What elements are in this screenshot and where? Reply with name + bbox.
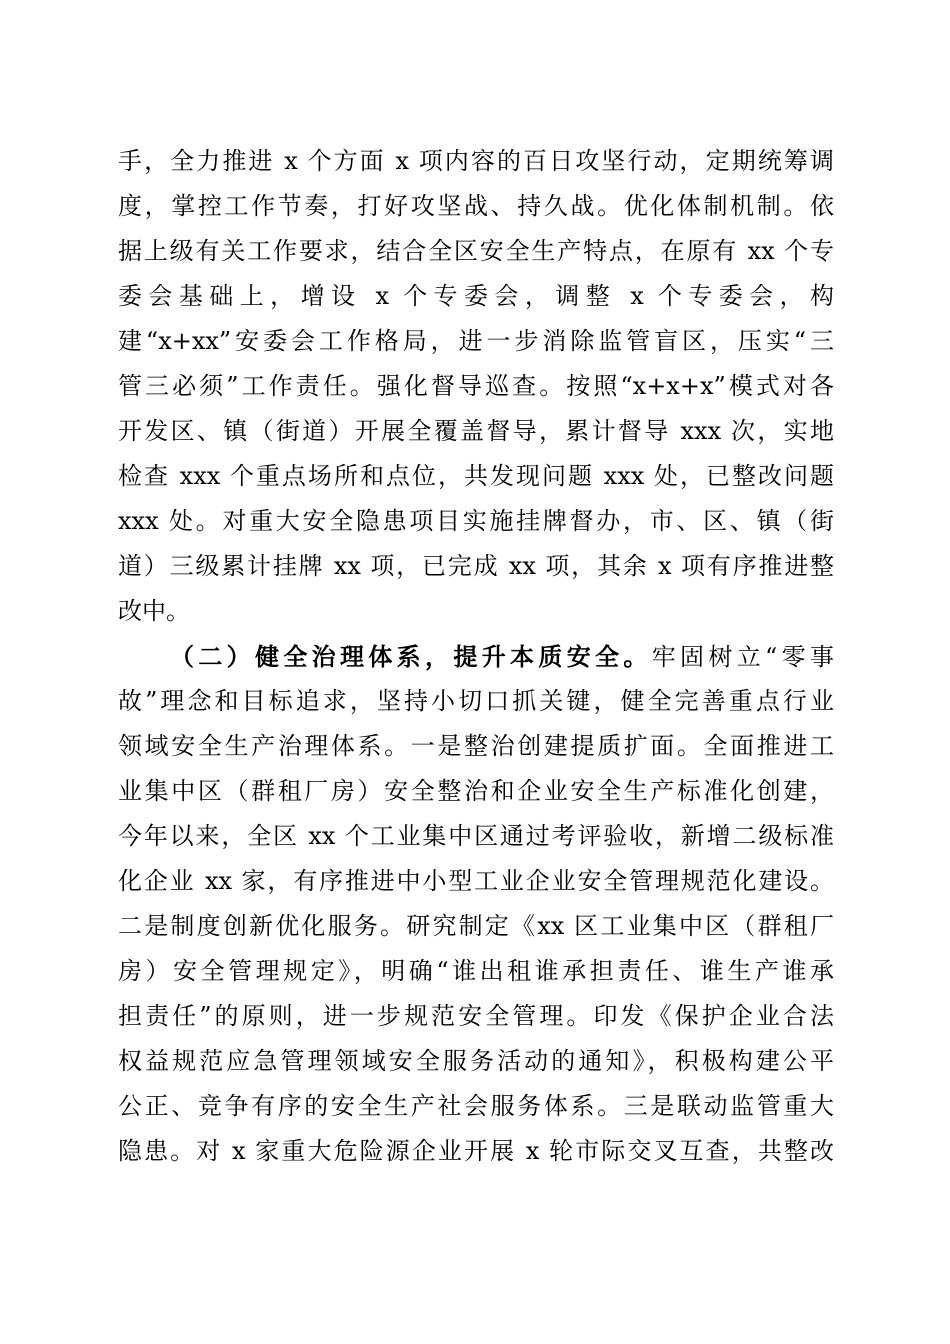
text-line: 业集中区（群租厂房）安全整治和企业安全生产标准化创建，	[118, 777, 834, 805]
text-span: 牢固树立“零事	[651, 643, 835, 671]
section-heading: （二）健全治理体系，提升本质安全。	[170, 642, 652, 671]
text-line: 房）安全管理规定》，明确“谁出租谁承担责任、谁生产谁承	[118, 957, 834, 985]
section-heading-line	[118, 634, 834, 679]
text-line: 今年以来，全区 xx 个工业集中区通过考评验收，新增二级标准	[118, 822, 834, 850]
text-line: 故”理念和目标追求，坚持小切口抓关键，健全完善重点行业	[118, 687, 834, 715]
text-line: 二是制度创新优化服务。研究制定《xx 区工业集中区（群租厂	[118, 912, 834, 940]
text-line: 公正、竞争有序的安全生产社会服务体系。三是联动监管重大	[118, 1092, 834, 1120]
text-line: 开发区、镇（街道）开展全覆盖督导，累计督导 xxx 次，实地	[118, 417, 834, 445]
text-line: 手，全力推进 x 个方面 x 项内容的百日攻坚行动，定期统筹调	[118, 147, 834, 175]
text-line: xxx 处。对重大安全隐患项目实施挂牌督办，市、区、镇（街	[118, 507, 834, 535]
text-line: 据上级有关工作要求，结合全区安全生产特点，在原有 xx 个专	[118, 237, 834, 265]
text-line: 道）三级累计挂牌 xx 项，已完成 xx 项，其余 x 项有序推进整	[118, 552, 834, 580]
text-line: 管三必须”工作责任。强化督导巡查。按照“x+x+x”模式对各	[118, 372, 834, 400]
text-line: 隐患。对 x 家重大危险源企业开展 x 轮市际交叉互查，共整改	[118, 1137, 834, 1165]
text-line: 改中。	[118, 597, 190, 625]
text-line: 担责任”的原则，进一步规范安全管理。印发《保护企业合法	[118, 1002, 834, 1030]
text-line: 建“x+xx”安委会工作格局，进一步消除监管盲区，压实“三	[118, 327, 834, 355]
text-line: 委会基础上，增设 x 个专委会，调整 x 个专委会，构	[118, 282, 834, 310]
text-line: 度，掌控工作节奏，打好攻坚战、持久战。优化体制机制。依	[118, 192, 834, 220]
paragraph-2	[118, 634, 834, 1174]
paragraph-1	[118, 139, 834, 634]
text-line: 权益规范应急管理领域安全服务活动的通知》，积极构建公平	[118, 1047, 834, 1075]
text-line: 领域安全生产治理体系。一是整治创建提质扩面。全面推进工	[118, 732, 834, 760]
document-body	[118, 139, 834, 1174]
text-line: 检查 xxx 个重点场所和点位，共发现问题 xxx 处，已整改问题	[118, 462, 834, 490]
text-line: 化企业 xx 家，有序推进中小型工业企业安全管理规范化建设。	[118, 867, 834, 895]
